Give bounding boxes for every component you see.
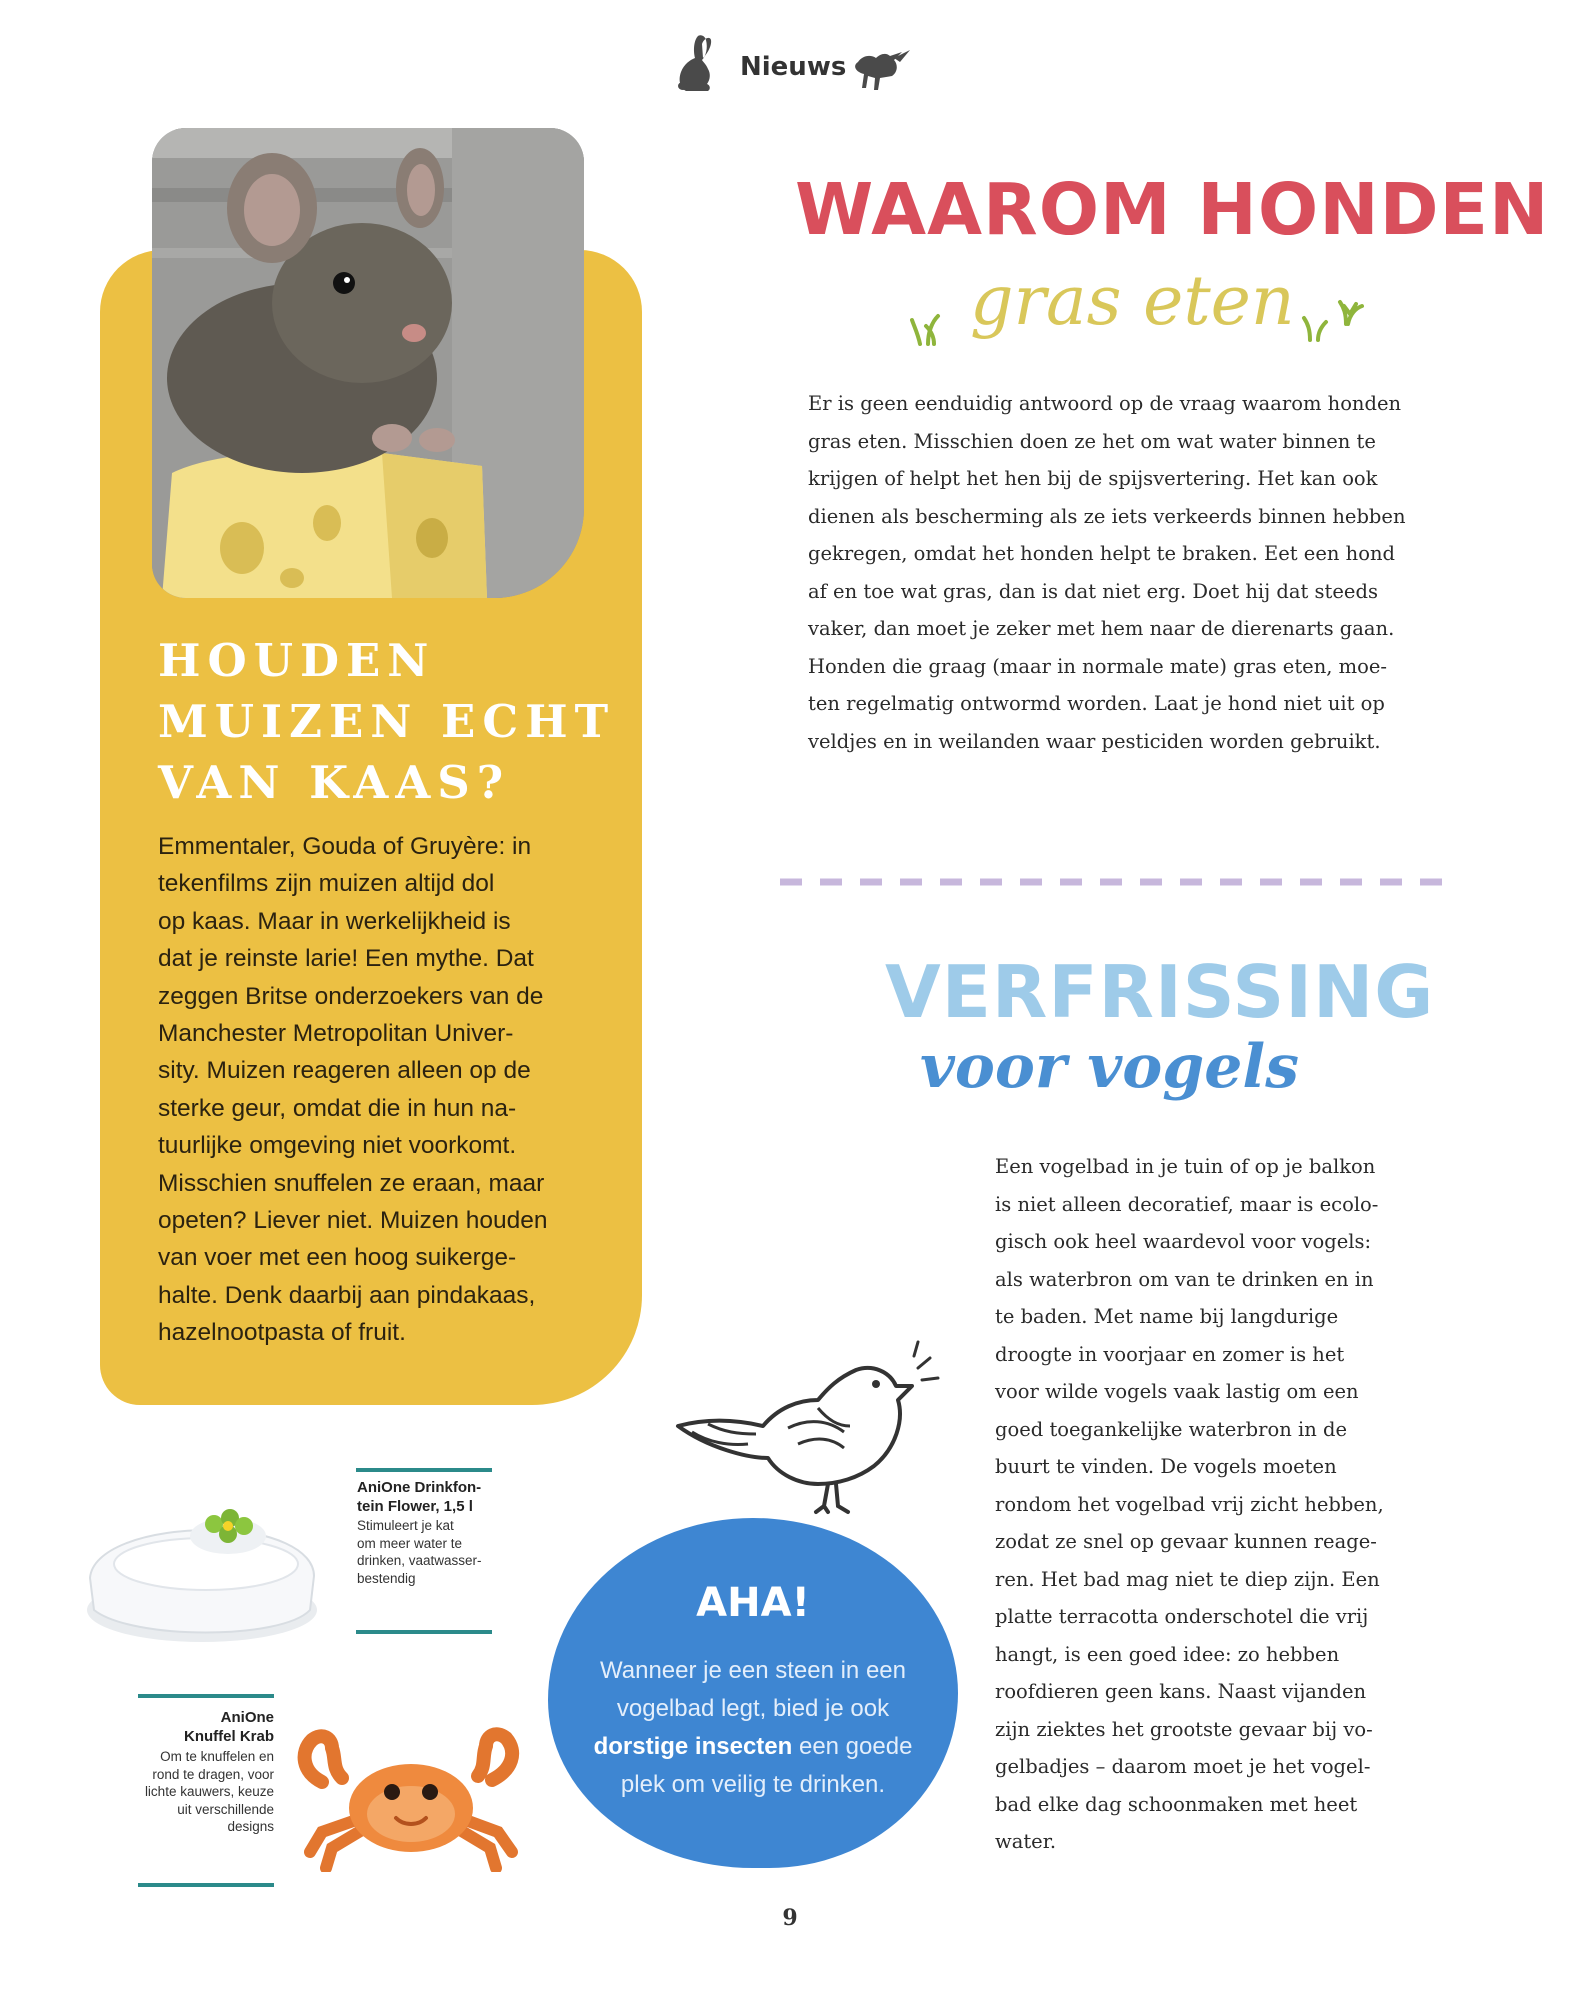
body-line: rondom het vogelbad vrij zicht hebben, — [995, 1492, 1384, 1516]
aha-line-rest: een goede — [792, 1733, 913, 1760]
body-line: voor wilde vogels vaak lastig om een — [995, 1380, 1359, 1403]
body-line: roofdieren geen kans. Naast vijanden — [995, 1680, 1367, 1703]
grass-icon — [1300, 284, 1370, 344]
crab-plush-toy-photo — [292, 1722, 530, 1872]
crab-product-name — [118, 1708, 274, 1746]
body-line: gekregen, omdat het honden helpt te braken. Eet een hond — [808, 542, 1395, 565]
body-line: zodat ze snel op gevaar kunnen reage- — [995, 1530, 1377, 1553]
bird-article-body — [995, 1148, 1455, 1861]
desc-line: drinken, vaatwasser- — [357, 1553, 482, 1568]
body-line: krijgen of helpt het hen bij de spijsvertering. Het kan ook — [808, 467, 1378, 490]
body-line: veldjes en in weilanden waar pesticiden worden gebruikt. — [808, 729, 1381, 753]
body-line: Manchester Metropolitan Univer- — [158, 1020, 514, 1048]
body-line: ren. Het bad mag niet te diep zijn. Een — [995, 1567, 1380, 1591]
desc-line: rond te dragen, voor — [152, 1766, 274, 1782]
aha-highlight: dorstige insecten — [593, 1733, 793, 1760]
body-line: vaker, dan moet je zeker met hem naar de dierenarts gaan. — [808, 617, 1395, 640]
body-line: tekenfilms zijn muizen altijd dol — [158, 870, 495, 898]
body-line: water. — [995, 1830, 1057, 1853]
dashed-divider — [780, 878, 1460, 886]
body-line: Emmentaler, Gouda of Gruyère: in — [158, 833, 532, 860]
body-line: tuurlijke omgeving niet voorkomt. — [158, 1132, 517, 1160]
aha-line — [560, 1728, 946, 1766]
bird-article-subtitle: voor vogels — [920, 1032, 1299, 1102]
body-line: droogte in voorjaar en zomer is het — [995, 1342, 1345, 1366]
body-line: goed toegankelijke waterbron in de — [995, 1417, 1347, 1441]
body-line: opeten? Liever niet. Muizen houden — [158, 1207, 548, 1235]
body-line: bad elke dag schoonmaken met heet — [995, 1792, 1358, 1816]
body-line: Er is geen eenduidig antwoord op de vraag waarom honden — [808, 392, 1402, 415]
product-rule — [138, 1883, 274, 1887]
body-line: gras eten. Misschien doen ze het om wat water binnen te — [808, 429, 1376, 453]
aha-line: plek om veilig te drinken. — [620, 1771, 886, 1798]
desc-line: Om te knuffelen en — [160, 1749, 274, 1764]
body-line: platte terracotta onderschotel die vrij — [995, 1605, 1369, 1628]
body-line: dienen als bescherming als ze iets verkeerds binnen hebben — [808, 504, 1406, 528]
page-number: 9 — [782, 1905, 798, 1931]
desc-line: lichte kauwers, keuze — [144, 1784, 274, 1799]
grass-icon — [910, 296, 970, 346]
aha-line: Wanneer je een steen in een — [600, 1657, 906, 1684]
body-line: is niet alleen decoratief, maar is ecolo- — [995, 1192, 1379, 1216]
body-line: sterke geur, omdat die in hun na- — [158, 1094, 517, 1122]
body-line: af en toe wat gras, dan is dat niet erg. Doet hij dat steeds — [808, 579, 1378, 603]
title-line: VAN KAAS? — [158, 756, 511, 809]
body-line: hangt, is een goed idee: zo hebben — [995, 1642, 1340, 1666]
body-line: dat je reinste larie! Een mythe. Dat — [158, 945, 534, 973]
title-line: MUIZEN ECHT — [158, 695, 616, 748]
drinking-fountain-photo — [82, 1490, 322, 1650]
mouse-article-body — [158, 828, 628, 1352]
fountain-product-name — [357, 1478, 497, 1516]
aha-text — [560, 1652, 946, 1804]
section-label: Nieuws — [740, 52, 847, 82]
name-line: Knuffel Krab — [184, 1728, 274, 1745]
dog-article-title: WAAROM HONDEN — [795, 168, 1550, 251]
title-line: HOUDEN — [158, 634, 436, 687]
body-line: op kaas. Maar in werkelijkheid is — [158, 907, 511, 935]
dog-article-body — [808, 385, 1468, 760]
body-line: ten regelmatig ontwormd worden. Laat je hond niet uit op — [808, 692, 1385, 715]
body-line: hazelnootpasta of fruit. — [158, 1319, 406, 1347]
desc-line: Stimuleert je kat — [357, 1518, 454, 1533]
body-line: gisch ook heel waardevol voor vogels: — [995, 1230, 1372, 1253]
aha-title: AHA! — [696, 1580, 810, 1626]
body-line: zijn ziektes het grootste gevaar bij vo- — [995, 1717, 1373, 1741]
dog-article-subtitle: gras eten — [970, 262, 1295, 341]
body-line: van voer met een hoog suikerge- — [158, 1244, 517, 1272]
mouse-article-title — [158, 630, 628, 813]
body-line: buurt te vinden. De vogels moeten — [995, 1455, 1337, 1478]
name-line: AniOne Drinkfon- — [357, 1479, 482, 1496]
body-line: Een vogelbad in je tuin of op je balkon — [995, 1155, 1376, 1178]
body-line: als waterbron om van te drinken en in — [995, 1267, 1374, 1291]
mouse-on-cheese-photo — [152, 128, 584, 598]
body-line: zeggen Britse onderzoekers van de — [158, 982, 544, 1010]
desc-line: designs — [227, 1819, 274, 1834]
body-line: halte. Denk daarbij aan pindakaas, — [158, 1281, 536, 1309]
product-rule — [356, 1468, 492, 1472]
product-rule — [356, 1630, 492, 1634]
singing-bird-illustration — [668, 1308, 968, 1518]
body-line: gelbadjes – daarom moet je het vogel- — [995, 1755, 1371, 1778]
body-line: Honden die graag (maar in normale mate) gras eten, moe- — [808, 654, 1388, 678]
bird-article-title: VERFRISSING — [885, 950, 1435, 1034]
name-line: AniOne — [220, 1709, 274, 1726]
name-line: tein Flower, 1,5 l — [357, 1498, 473, 1515]
fountain-product-description — [357, 1517, 497, 1587]
product-rule — [138, 1694, 274, 1698]
desc-line: uit verschillende — [177, 1801, 274, 1817]
desc-line: om meer water te — [357, 1535, 463, 1551]
rabbit-icon — [668, 34, 720, 94]
body-line: Misschien snuffelen ze eraan, maar — [158, 1169, 545, 1197]
body-line: sity. Muizen reageren alleen op de — [158, 1057, 531, 1085]
crab-product-description — [100, 1748, 274, 1836]
aha-line: vogelbad legt, bied je ook — [616, 1695, 890, 1722]
bird-icon — [850, 44, 912, 96]
body-line: te baden. Met name bij langdurige — [995, 1305, 1339, 1328]
desc-line: bestendig — [357, 1570, 416, 1586]
